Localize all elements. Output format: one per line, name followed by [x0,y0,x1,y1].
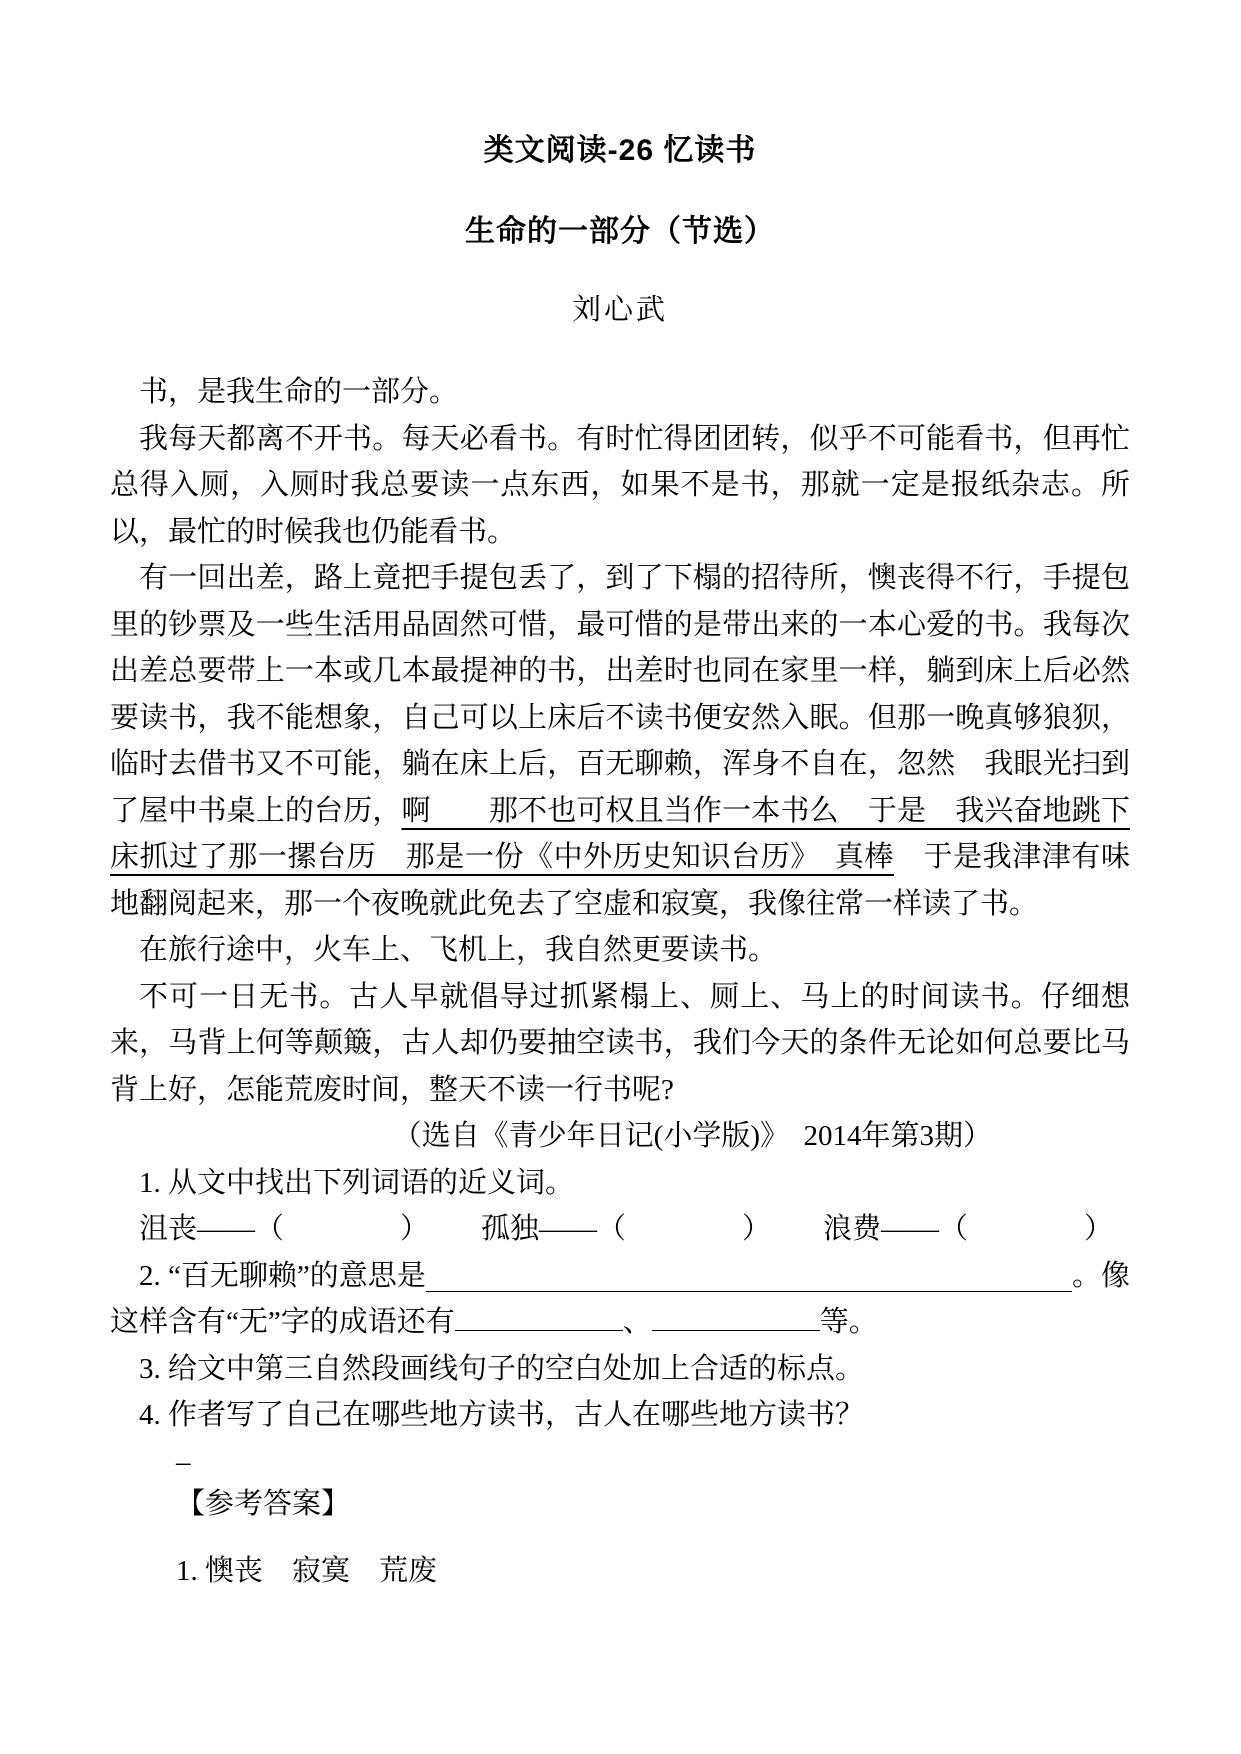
paragraph-3 [110,555,1130,927]
question-2-label: 2. “百无聊赖”的意思是 [139,1259,426,1292]
paragraph-3-after-underline: 于是我津津有味地翻阅起来，那一个夜晚就此免去了空虚和寂寞，我像往常一样读了书。 [110,841,1130,920]
paragraph-5: 不可一日无书。古人早就倡导过抓紧榻上、厕上、马上的时间读书。仔细想来，马背上何等颠簸，古人却仍要抽空读书，我们今天的条件无论如何总要比马背上好，怎能荒废时间，整天不读一行书呢? [110,980,1130,1106]
underlined-passage: 啊 那不也可权且当作一本书么 于是 我兴奋地跳下床抓过了那一摞台历 那是一份《中外历史知识台历》 真棒 [110,794,1130,873]
question-2-ending: 等。 [819,1306,878,1338]
answers-heading: 【参考答案】 [176,1487,351,1520]
paragraph-3-before-underline: 有一回出差，路上竟把手提包丢了，到了下榻的招待所，懊丧得不行，手提包里的钞票及一些生活用品固然可惜，最可惜的是带出来的一本心爱的书。我每次出差总要带上一本或几本最提神的书，出差时也同在家里一样，躺到床上后必然要读书，我不能想象，自己可以上床后不读书便安然入眠。但那一晚真够狼狈，临时去借书又不可能，躺在床上后，百无聊赖，浑身不自在，忽然 我眼光扫到了屋中书桌上的台历， [110,562,1130,827]
enumeration-comma: 、 [622,1306,652,1338]
answer-blank-line [652,1300,820,1331]
paragraph-2: 我每天都离不开书。每天必看书。有时忙得团团转，似乎不可能看书，但再忙总得入厕，入厕时我总要读一点东西，如果不是书，那就一定是报纸杂志。所以，最忙的时候我也仍能看书。 [110,422,1130,548]
questions-section [110,1160,1130,1439]
paragraph-1: 书，是我生命的一部分。 [139,376,459,408]
article-body [110,369,1130,1160]
doc-subtitle: 生命的一部分（节选） [465,215,775,248]
question-3: 3. 给文中第三自然段画线句子的空白处加上合适的标点。 [139,1352,865,1385]
separator-dash: – [176,1445,191,1478]
answer-blank-line [455,1300,623,1331]
source-attribution: （选自《青少年日记(小学版)》 2014年第3期） [392,1120,992,1152]
question-2-line-1 [110,1253,1130,1300]
author-name: 刘心武 [571,294,668,326]
question-2-tail: 。像 [1071,1259,1130,1292]
answer-blank-line [426,1291,1072,1292]
answer-1: 1. 懊丧 寂寞 荒废 [176,1554,438,1587]
synonym-item-langfei: 浪费——（ ） [823,1213,1114,1245]
answers-section [110,1445,1130,1591]
question-2-continuation: 这样含有“无”字的成语还有 [110,1306,455,1338]
synonym-item-jusang: 沮丧——（ ） [139,1213,430,1245]
question-1-synonym-row [110,1206,1130,1253]
question-2-line-2 [110,1299,1130,1346]
synonym-item-gudu: 孤独——（ ） [481,1213,772,1245]
question-1-label: 1. 从文中找出下列词语的近义词。 [139,1166,575,1199]
paragraph-4: 在旅行途中，火车上、飞机上，我自然更要读书。 [139,934,778,966]
question-4: 4. 作者写了自己在哪些地方读书，古人在哪些地方读书？ [139,1399,865,1431]
doc-title: 类文阅读-26 忆读书 [483,134,757,167]
